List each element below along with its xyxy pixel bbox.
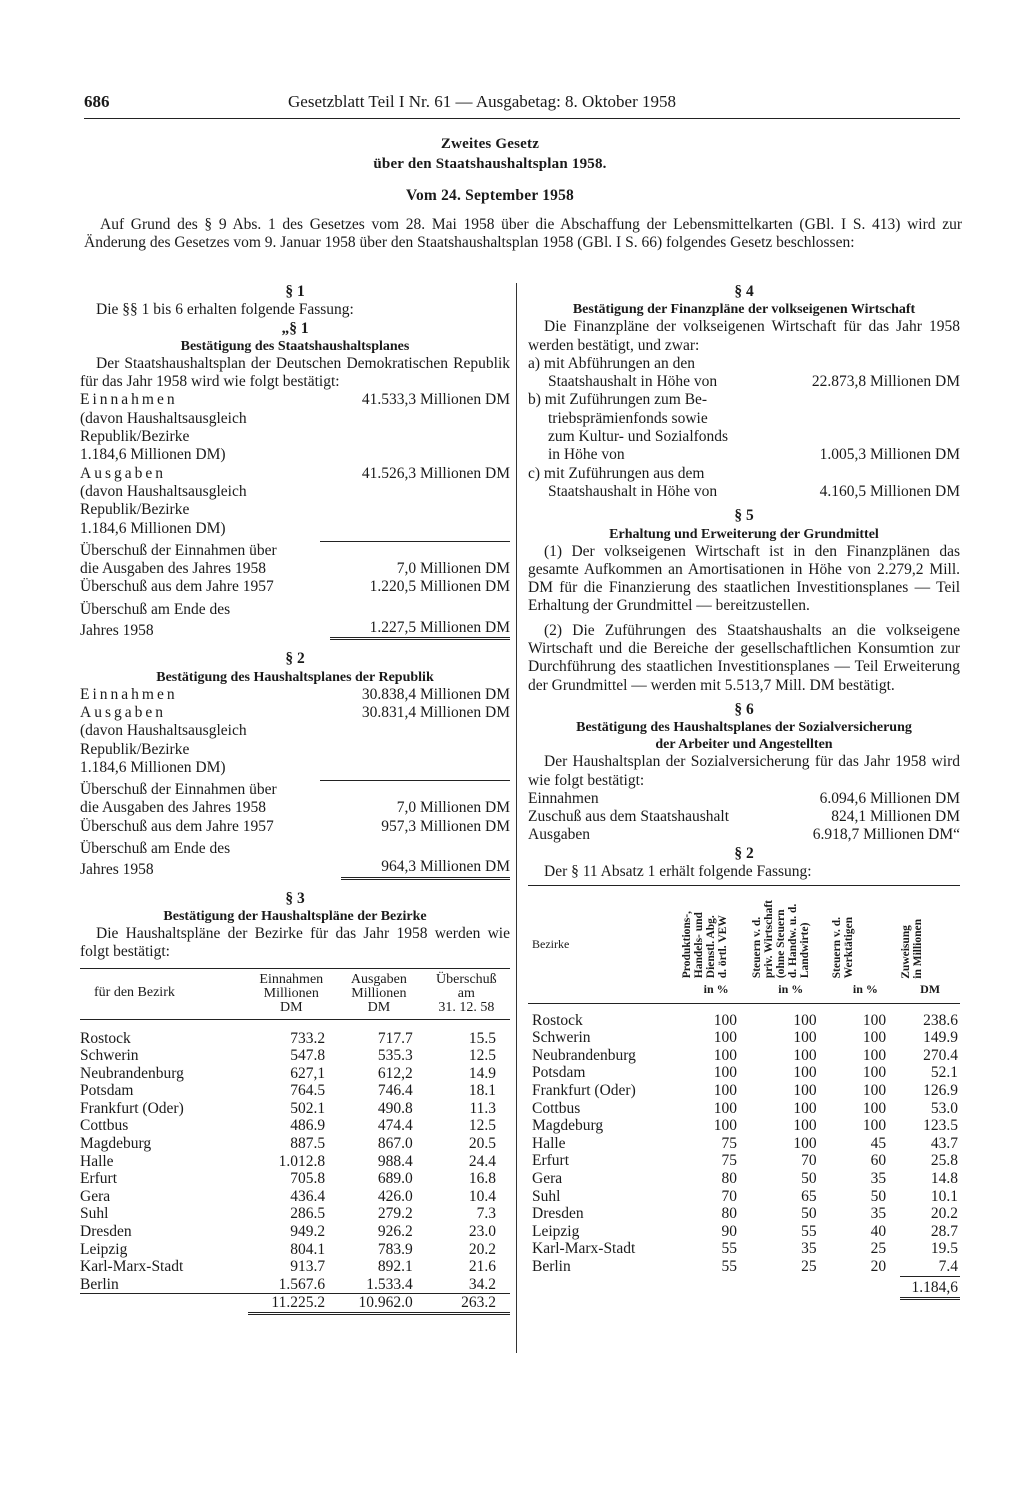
table2-row [528,1082,960,1100]
s6-ausgaben-row: Ausgaben 6.918,7 Millionen DM“ [528,826,960,844]
table2-cell: 100 [793,1117,817,1135]
section-1-text: Der Staatshaushaltsplan der Deutschen Demokratischen Republik für das Jahr 1958 wird wie folgt bestätigt: [80,354,510,391]
s1-einnahmen-note-3: 1.184,6 Millionen DM) [80,446,226,464]
table-cell: 21.6 [468,1258,496,1276]
table2-row [528,1170,960,1188]
table-cell: 286.5 [290,1205,326,1223]
s2-ueber3-row: Jahres 1958 964,3 Millionen DM [80,858,510,879]
table2-cell: 19.5 [930,1240,958,1258]
table2-cell: 100 [862,1117,887,1135]
table-row [80,1170,510,1188]
table-cell: 10.4 [468,1187,496,1205]
table2-cell: 100 [793,1029,817,1047]
table-total-row [80,1294,510,1314]
section-5-number: § 5 [734,507,754,525]
bezirk-name: Frankfurt (Oder) [532,1081,636,1099]
table-row [80,1082,510,1100]
table2-cell: 55 [801,1222,817,1240]
col-einnahmen: Einnahmen Millionen DM [259,971,324,1015]
bezirk-name: Frankfurt (Oder) [80,1099,184,1117]
table2-cell: 35 [870,1169,887,1187]
table2-total-row [528,1276,960,1299]
table2-cell: 35 [801,1240,817,1258]
section-6-heading-2: der Arbeiter und Angestellten [655,737,833,753]
s1-ausgaben-note-1: (davon Haushaltsausgleich [80,482,247,500]
section-2b-number: § 2 [734,844,754,862]
table-row [80,1153,510,1171]
intro-paragraph: Auf Grund des § 9 Abs. 1 des Gesetzes vom 28. Mai 1958 über die Abschaffung der Lebensmittelkarten (GBl. I S. 413) wird zur Änderung des Gesetzes vom 9. Januar 1958 über den Staatshaushaltsplan 1958 (GBl. I S. 66) folgendes Gesetz beschlossen: [84,216,962,251]
table-cell: 12.5 [468,1117,496,1135]
table-cell: 34.2 [468,1275,496,1293]
table2-cell: 149.9 [923,1029,958,1047]
table2-cell: 100 [713,1011,737,1029]
page-number: 686 [84,92,110,111]
bezirk-name: Potsdam [532,1064,586,1082]
table2-cell: 123.5 [923,1117,958,1135]
table-row [80,1047,510,1065]
table2-cell: 20 [870,1258,887,1276]
bezirke-budget-table [80,968,510,1316]
s1-ausgaben-note-3: 1.184,6 Millionen DM) [80,519,226,537]
bezirk-name: Potsdam [80,1082,134,1100]
section-3-heading: Bestätigung der Haushaltspläne der Bezirke [163,908,427,924]
table-row [80,1258,510,1276]
table2-cell: 100 [713,1064,737,1082]
table2-cell: 80 [721,1205,737,1223]
table2-cell: 100 [793,1099,817,1117]
table-cell: 20.5 [468,1135,496,1153]
table2-cell: 55 [721,1258,737,1276]
col2-bezirke: Bezirke [532,937,570,952]
table2-cell: 100 [713,1099,737,1117]
col-ueberschuss: Überschuß am 31. 12. 58 [436,971,497,1015]
table2-cell: 100 [793,1046,817,1064]
running-title: Gesetzblatt Teil I Nr. 61 — Ausgabetag: 8. Oktober 1958 [288,92,677,111]
table-cell: 892.1 [377,1258,413,1276]
table-cell: 12.5 [468,1047,496,1065]
table2-cell: 100 [862,1064,887,1082]
table2-cell: 14.8 [930,1169,958,1187]
table-row [80,1276,510,1294]
table-cell: 502.1 [290,1099,326,1117]
header-rule [84,118,960,119]
s4-c-label-1: c) mit Zuführungen aus dem [528,464,705,482]
table-cell: 279.2 [377,1205,413,1223]
col2-steuern-priv: Steuern v. d. priv. Wirtschaft (ohne Steuern d. Handw. u. d. Landwirte) [750,900,811,979]
table-cell: 717.7 [377,1029,413,1047]
bezirk-name: Neubrandenburg [80,1064,184,1082]
bezirk-name: Berlin [532,1258,571,1276]
bezirk-name: Karl-Marx-Stadt [80,1258,184,1276]
section-5-p2: (2) Die Zuführungen des Staatshaushalts an die volkseigene Wirtschaft und die Bereiche der gesellschaftlichen Konsumtion zur Durchführung des staatlichen Investitionsplanes — Teil Erweiterung der Grundmittel — werden mit 5.513,7 Mill. DM bestätigt. [528,621,960,694]
section-1-number: § 1 [285,283,305,300]
table2-cell: 70 [721,1187,737,1205]
table2-cell: 100 [862,1081,887,1099]
table2-cell: 70 [801,1152,817,1170]
s4-b-label-2: triebsprämienfonds sowie [548,409,708,427]
table-cell: 926.2 [377,1223,413,1241]
total-ausgaben: 10.962.0 [335,1294,423,1314]
table2-row [528,1003,960,1029]
s2-ausgaben-note-3: 1.184,6 Millionen DM) [80,758,226,776]
table2-cell: 45 [870,1134,887,1152]
s2-ueber3-label-a: Überschuß am Ende des [80,840,231,858]
s4-b-row: in Höhe von 1.005,3 Millionen DM [548,446,960,464]
table2-total: 1.184,6 [900,1276,960,1299]
table2-cell: 100 [793,1081,817,1099]
section-1-heading: Bestätigung des Staatshaushaltsplanes [180,338,410,354]
s6-zuschuss-row: Zuschuß aus dem Staatshaushalt 824,1 Millionen DM [528,808,960,826]
section-2-number: § 2 [285,650,305,668]
table-cell: 7.3 [476,1205,496,1223]
bezirk-name: Berlin [80,1275,119,1293]
bezirk-name: Rostock [532,1011,583,1029]
table2-cell: 100 [713,1029,737,1047]
section-1-quoted-number: „§ 1 [281,319,309,337]
table-cell: 804.1 [290,1240,326,1258]
col2-steuern-werkt: Steuern v. d. Werktätigen [830,916,855,979]
col2-zuweisung: Zuweisung in Millionen [900,918,925,979]
bezirk-name: Suhl [80,1205,109,1223]
col2-produktion: Produktions-, Handels- und Dienstl. Abg. d. örtl. VEW [681,911,730,979]
s4-b-label-1: b) mit Zuführungen zum Be- [528,391,708,409]
table2-row [528,1100,960,1118]
s2-ueber2-row: Überschuß aus dem Jahre 1957 957,3 Millionen DM [80,817,510,835]
section-6-number: § 6 [734,700,754,718]
bezirk-name: Erfurt [80,1170,118,1188]
bezirk-name: Magdeburg [532,1117,604,1135]
bezirk-name: Cottbus [532,1099,581,1117]
total-ueberschuss: 263.2 [423,1294,510,1314]
s6-einnahmen-row: Einnahmen 6.094,6 Millionen DM [528,789,960,807]
table-cell: 15.5 [468,1029,496,1047]
table2-row [528,1240,960,1258]
table2-row [528,1029,960,1047]
s1-ausgaben-row: Ausgaben 41.526,3 Millionen DM [80,464,510,482]
col-ausgaben: Ausgaben Millionen DM [350,971,407,1015]
table-row [80,1019,510,1047]
bezirk-name: Magdeburg [80,1135,152,1153]
s4-a-label-1: a) mit Abführungen an den [528,354,696,372]
table-cell: 783.9 [377,1240,413,1258]
s1-ausgaben-note-2: Republik/Bezirke [80,501,190,519]
table-cell: 988.4 [377,1152,413,1170]
table-cell: 612,2 [377,1064,413,1082]
bezirk-name: Suhl [532,1187,561,1205]
table2-cell: 90 [721,1222,737,1240]
table-cell: 1.567.6 [278,1275,326,1293]
table2-cell: 35 [870,1205,887,1223]
section-3-text: Die Haushaltspläne der Bezirke für das Jahr 1958 werden wie folgt bestätigt: [80,924,510,961]
bezirk-name: Karl-Marx-Stadt [532,1240,636,1258]
bezirk-name: Gera [532,1169,563,1187]
section-5-p1: (1) Der volkseigenen Wirtschaft ist in den Finanzplänen das gesamte Aufkommen an Amortisationen in Höhe von 2.279,2 Mill. DM für die Finanzierung des staatlichen Investitionsplanes — Teil Erhaltung der Grundmittel — bereitzustellen. [528,542,960,615]
table-cell: 436.4 [290,1187,326,1205]
table2-cell: 50 [801,1169,817,1187]
table-body [80,1019,510,1294]
bezirk-name: Rostock [80,1029,131,1047]
table2-cell: 28.7 [930,1222,958,1240]
table2-row [528,1258,960,1276]
bezirk-name: Leipzig [532,1222,580,1240]
col-bezirk: für den Bezirk [94,984,175,1000]
table2-cell: 25.8 [930,1152,958,1170]
table-cell: 20.2 [468,1240,496,1258]
law-title-line2: über den Staatshaushaltsplan 1958. [373,156,607,172]
table-header [80,968,510,1019]
section-6-text: Der Haushaltsplan der Sozialversicherung für das Jahr 1958 wird wie folgt bestätigt: [528,753,960,789]
table2-cell: 7.4 [938,1257,958,1275]
table2-row [528,1047,960,1065]
law-title-line1: Zweites Gesetz [440,136,540,152]
table2-cell: 55 [721,1240,737,1258]
bezirk-name: Neubrandenburg [532,1046,636,1064]
bezirk-name: Schwerin [532,1029,591,1047]
right-column [528,283,960,1300]
s1-ueber2-row: Überschuß aus dem Jahre 1957 1.220,5 Millionen DM [80,578,510,596]
table2-cell: 100 [713,1117,737,1135]
table-cell: 474.4 [377,1117,413,1135]
section-3-number: § 3 [285,889,305,907]
table2-cell: 100 [793,1134,817,1152]
table-row [80,1117,510,1135]
table2-cell: 20.2 [930,1205,958,1223]
table2-cell: 238.6 [923,1011,958,1029]
table2-cell: 65 [801,1187,817,1205]
table2-row [528,1152,960,1170]
table-row [80,1135,510,1153]
table-cell: 627,1 [290,1064,326,1082]
column-divider [516,283,517,1353]
table2-row [528,1117,960,1135]
table2-cell: 80 [721,1169,737,1187]
table-row [80,1188,510,1206]
table2-cell: 75 [721,1152,737,1170]
s2-ueber1-row: die Ausgaben des Jahres 1958 7,0 Millionen DM [80,799,510,817]
table2-cell: 43.7 [930,1134,958,1152]
table2-cell: 40 [870,1222,887,1240]
bezirk-name: Halle [532,1134,566,1152]
table2-cell: 270.4 [923,1046,958,1064]
left-column [80,283,510,1315]
s1-ueber3-label-a: Überschuß am Ende des [80,600,231,618]
table-cell: 764.5 [290,1082,326,1100]
table-cell: 24.4 [468,1152,496,1170]
s2-ausgaben-note-2: Republik/Bezirke [80,740,190,758]
table2-cell: 25 [801,1258,817,1276]
table2-cell: 100 [862,1011,887,1029]
s4-a-row: Staatshaushalt in Höhe von 22.873,8 Millionen DM [548,373,960,391]
table-cell: 887.5 [290,1135,326,1153]
table2-cell: 100 [862,1099,887,1117]
section-4-heading: Bestätigung der Finanzpläne der volkseigenen Wirtschaft [572,302,916,318]
table-cell: 14.9 [468,1064,496,1082]
table2-cell: 75 [721,1134,737,1152]
law-date: Vom 24. September 1958 [405,187,574,204]
table2-row [528,1135,960,1153]
table-cell: 746.4 [377,1082,413,1100]
table2-cell: 100 [862,1029,887,1047]
total-einnahmen: 11.225.2 [248,1294,336,1314]
table2-row [528,1205,960,1223]
table-row [80,1100,510,1118]
s1-einnahmen-row: Einnahmen 41.533,3 Millionen DM [80,391,510,409]
table2-cell: 50 [870,1187,887,1205]
table2-cell: 100 [713,1081,737,1099]
s4-c-row: Staatshaushalt in Höhe von 4.160,5 Millionen DM [548,482,960,500]
s4-b-label-3: zum Kultur- und Sozialfonds [548,428,729,446]
bezirk-name: Cottbus [80,1117,129,1135]
table2-cell: 25 [870,1240,887,1258]
bezirk-name: Leipzig [80,1240,128,1258]
table-row [80,1241,510,1259]
table-cell: 426.0 [377,1187,413,1205]
table-cell: 705.8 [290,1170,326,1188]
bezirk-name: Halle [80,1152,114,1170]
table2-cell: 60 [870,1152,887,1170]
table2-cell: 100 [793,1064,817,1082]
bezirk-name: Dresden [80,1223,132,1241]
section-4-number: § 4 [734,283,754,300]
table-cell: 18.1 [468,1082,496,1100]
table2-cell: 10.1 [930,1187,958,1205]
table-cell: 535.3 [377,1047,413,1065]
table-row [80,1223,510,1241]
table-cell: 689.0 [377,1170,413,1188]
table2-row [528,1223,960,1241]
bezirke-allocation-table [528,885,960,1300]
table-row [80,1065,510,1083]
s2-ausgaben-note-1: (davon Haushaltsausgleich [80,722,247,740]
table-cell: 949.2 [290,1223,326,1241]
s2-ueber1-label-a: Überschuß der Einnahmen über [80,781,277,799]
table-cell: 490.8 [377,1099,413,1117]
table2-cell: 50 [801,1205,817,1223]
table2-row [528,1188,960,1206]
bezirk-name: Dresden [532,1205,584,1223]
table-cell: 16.8 [468,1170,496,1188]
table2-cell: 100 [862,1046,887,1064]
section-2-heading: Bestätigung des Haushaltsplanes der Republik [156,669,434,685]
s1-einnahmen-note-2: Republik/Bezirke [80,428,190,446]
table-cell: 733.2 [290,1029,326,1047]
bezirk-name: Schwerin [80,1047,139,1065]
table-cell: 867.0 [377,1135,413,1153]
table-cell: 23.0 [468,1223,496,1241]
table2-cell: 52.1 [930,1064,958,1082]
table-cell: 1.012.8 [278,1152,326,1170]
section-1-intro: Die §§ 1 bis 6 erhalten folgende Fassung: [96,301,354,319]
s1-ueber3-row: Jahres 1958 1.227,5 Millionen DM [80,619,510,640]
section-4-text: Die Finanzpläne der volkseigenen Wirtschaft für das Jahr 1958 werden bestätigt, und zwar: [528,318,960,354]
s1-ueber1-label-a: Überschuß der Einnahmen über [80,541,277,559]
table-cell: 1.533.4 [366,1275,413,1293]
bezirk-name: Erfurt [532,1152,570,1170]
s2-einnahmen-row: Einnahmen 30.838,4 Millionen DM [80,685,510,703]
table-cell: 486.9 [290,1117,326,1135]
bezirk-name: Gera [80,1187,111,1205]
table2-cell: 53.0 [930,1099,958,1117]
table2-cell: 100 [713,1046,737,1064]
table-cell: 547.8 [290,1047,326,1065]
table-cell: 913.7 [290,1258,326,1276]
section-6-heading-1: Bestätigung des Haushaltsplanes der Sozialversicherung [576,720,912,736]
table2-header [528,886,960,979]
s1-einnahmen-note-1: (davon Haushaltsausgleich [80,409,247,427]
section-2b-text: Der § 11 Absatz 1 erhält folgende Fassung: [544,863,812,881]
table2-row [528,1064,960,1082]
table2-cell: 126.9 [923,1081,958,1099]
s2-ausgaben-row: Ausgaben 30.831,4 Millionen DM [80,703,510,721]
table-cell: 11.3 [469,1099,496,1117]
table2-units: in % in % in % DM [528,978,960,1003]
table2-cell: 100 [793,1011,817,1029]
table2-body [528,1003,960,1276]
s1-ueber1-row: die Ausgaben des Jahres 1958 7,0 Millionen DM [80,560,510,578]
section-5-heading: Erhaltung und Erweiterung der Grundmittel [609,526,879,542]
table-row [80,1205,510,1223]
